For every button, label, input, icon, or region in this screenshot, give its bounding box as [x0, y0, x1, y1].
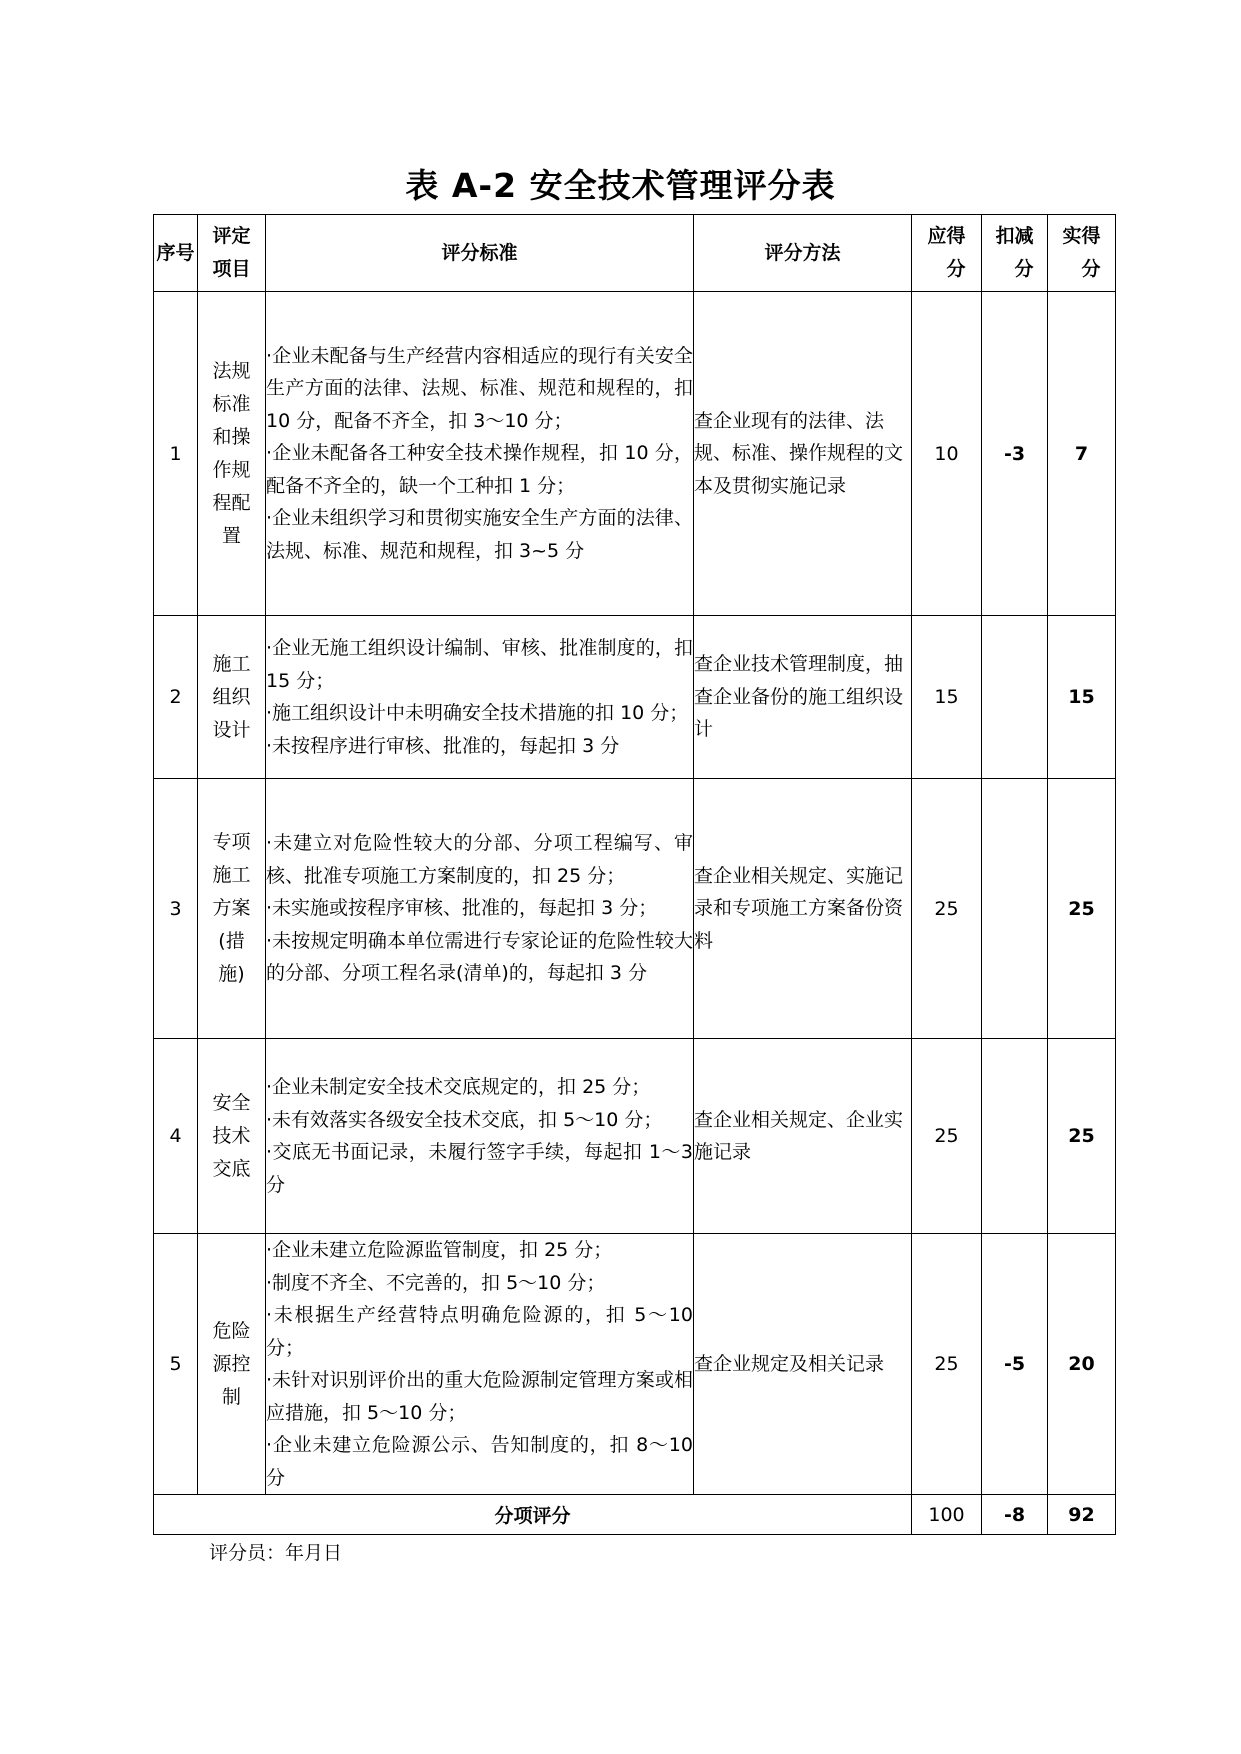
criteria-line: ·企业未建立危险源监管制度，扣 25 分； [266, 1239, 613, 1261]
row-criteria [266, 779, 694, 1039]
criteria-line: ·企业未建立危险源公示、告知制度的，扣 8～10 分 [266, 1434, 693, 1489]
criteria-line: ·企业无施工组织设计编制、审核、批准制度的，扣 15 分； [266, 637, 693, 692]
row-method: 查企业相关规定、企业实施记录 [694, 1039, 912, 1234]
criteria-line: ·未建立对危险性较大的分部、分项工程编写、审核、批准专项施工方案制度的，扣 25 分； [266, 832, 693, 887]
summary-full-score: 100 [912, 1495, 982, 1535]
summary-deduct: -8 [982, 1495, 1048, 1535]
row-deduct [982, 1039, 1048, 1234]
criteria-line: ·企业未配备与生产经营内容相适应的现行有关安全生产方面的法律、法规、标准、规范和规程的，扣 10 分，配备不齐全，扣 3～10 分； [266, 344, 693, 432]
row-deduct [982, 779, 1048, 1039]
row-actual: 7 [1048, 292, 1116, 616]
row-method: 查企业相关规定、实施记录和专项施工方案备份资料 [694, 779, 912, 1039]
table-row [154, 616, 1116, 779]
row-method: 查企业现有的法律、法规、标准、操作规程的文本及贯彻实施记录 [694, 292, 912, 616]
row-deduct [982, 616, 1048, 779]
row-seq: 1 [154, 292, 198, 616]
row-full-score: 25 [912, 1234, 982, 1495]
header-criteria: 评分标准 [266, 215, 694, 292]
page-title: 表 A-2 安全技术管理评分表 [405, 166, 836, 205]
criteria-line: ·未实施或按程序审核、批准的，每起扣 3 分； [266, 897, 658, 920]
criteria-line: ·企业未组织学习和贯彻实施安全生产方面的法律、法规、标准、规范和规程，扣 3~5 分 [266, 507, 693, 562]
criteria-line: ·未按程序进行审核、批准的，每起扣 3 分 [266, 734, 620, 757]
header-deduct: 扣减分 [982, 215, 1048, 292]
criteria-line: ·未有效落实各级安全技术交底，扣 5～10 分； [266, 1108, 663, 1131]
row-item: 危险源控制 [198, 1234, 266, 1495]
row-method: 查企业技术管理制度，抽查企业备份的施工组织设计 [694, 616, 912, 779]
row-criteria [266, 1234, 694, 1495]
row-actual: 15 [1048, 616, 1116, 779]
row-method: 查企业规定及相关记录 [694, 1234, 912, 1495]
table-row [154, 779, 1116, 1039]
row-full-score: 15 [912, 616, 982, 779]
criteria-line: ·施工组织设计中未明确安全技术措施的扣 10 分； [266, 702, 689, 724]
row-deduct: -5 [982, 1234, 1048, 1495]
header-method: 评分方法 [694, 215, 912, 292]
criteria-line: ·制度不齐全、不完善的，扣 5～10 分； [266, 1271, 606, 1294]
row-actual: 25 [1048, 1039, 1116, 1234]
header-full-score: 应得分 [912, 215, 982, 292]
header-item: 评定项目 [198, 215, 266, 292]
row-seq: 2 [154, 616, 198, 779]
header-seq: 序号 [154, 215, 198, 292]
row-full-score: 10 [912, 292, 982, 616]
table-row [154, 1234, 1116, 1495]
row-criteria [266, 616, 694, 779]
criteria-line: ·企业未制定安全技术交底规定的，扣 25 分； [266, 1076, 651, 1098]
row-item: 法规标准和操作规程配置 [198, 292, 266, 616]
table-row [154, 1039, 1116, 1234]
row-item: 施工组织设计 [198, 616, 266, 779]
criteria-line: ·交底无书面记录，未履行签字手续，每起扣 1～3 分 [266, 1141, 693, 1196]
row-item: 安全技术交底 [198, 1039, 266, 1234]
criteria-line: ·未根据生产经营特点明确危险源的，扣 5～10 分； [266, 1304, 693, 1359]
row-item: 专项施工方案(措施) [198, 779, 266, 1039]
row-criteria [266, 292, 694, 616]
criteria-line: ·企业未配备各工种安全技术操作规程，扣 10 分，配备不齐全的，缺一个工种扣 1 分； [266, 442, 693, 497]
row-seq: 4 [154, 1039, 198, 1234]
header-row [154, 215, 1116, 292]
scorer-signature-line: 评分员：年月日 [209, 1542, 343, 1564]
row-seq: 3 [154, 779, 198, 1039]
criteria-line: ·未按规定明确本单位需进行专家论证的危险性较大的分部、分项工程名录(清单)的，每起扣 3 分 [266, 929, 693, 985]
summary-label: 分项评分 [154, 1495, 912, 1535]
row-seq: 5 [154, 1234, 198, 1495]
row-actual: 20 [1048, 1234, 1116, 1495]
row-actual: 25 [1048, 779, 1116, 1039]
row-deduct: -3 [982, 292, 1048, 616]
score-table [153, 214, 1116, 1535]
row-full-score: 25 [912, 779, 982, 1039]
header-actual: 实得分 [1048, 215, 1116, 292]
table-row [154, 292, 1116, 616]
row-full-score: 25 [912, 1039, 982, 1234]
summary-row [154, 1495, 1116, 1535]
summary-actual: 92 [1048, 1495, 1116, 1535]
row-criteria [266, 1039, 694, 1234]
criteria-line: ·未针对识别评价出的重大危险源制定管理方案或相应措施，扣 5～10 分； [266, 1369, 693, 1424]
